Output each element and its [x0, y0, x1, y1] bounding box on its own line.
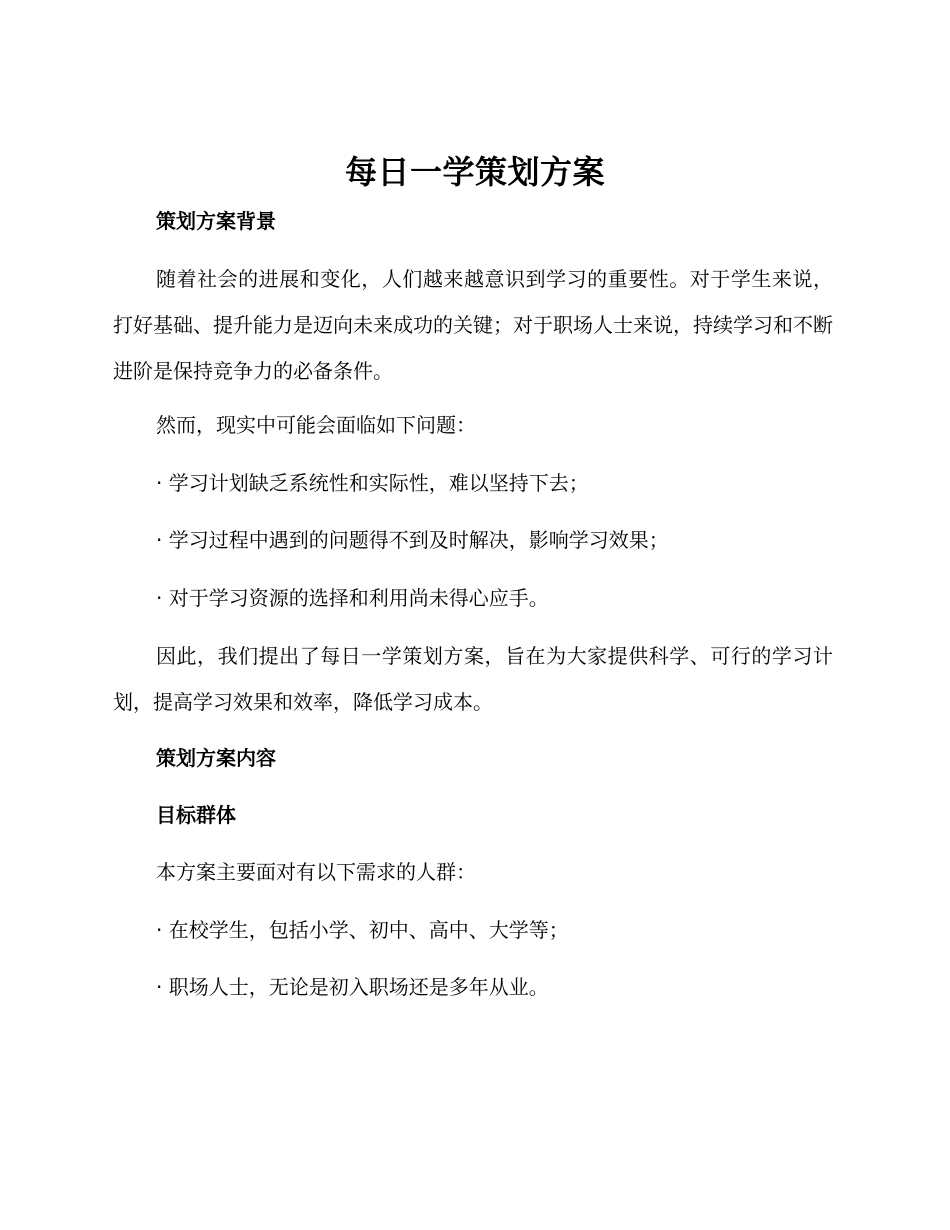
bullet-item-resources: · 对于学习资源的选择和利用尚未得心应手。	[156, 586, 549, 610]
paragraph-problems-intro: 然而，现实中可能会面临如下问题：	[156, 413, 476, 437]
bullet-item-plan: · 学习计划缺乏系统性和实际性，难以坚持下去；	[156, 471, 589, 495]
paragraph-target-intro: 本方案主要面对有以下需求的人群：	[156, 860, 476, 884]
section-heading-target-group: 目标群体	[156, 803, 236, 827]
paragraph-therefore: 因此，我们提出了每日一学策划方案，旨在为大家提供科学、可行的学习计划，提高学习效果和效率，降低学习成本。	[113, 644, 833, 714]
bullet-item-students: · 在校学生，包括小学、初中、高中、大学等；	[156, 918, 569, 942]
document-title: 每日一学策划方案	[344, 153, 605, 191]
bullet-item-problems: · 学习过程中遇到的问题得不到及时解决，影响学习效果；	[156, 528, 669, 552]
paragraph-background: 随着社会的进展和变化，人们越来越意识到学习的重要性。对于学生来说，打好基础、提升能力是迈向未来成功的关键；对于职场人士来说，持续学习和不断进阶是保持竞争力的必备条件。	[113, 267, 833, 383]
section-heading-content: 策划方案内容	[156, 746, 276, 770]
section-heading-background: 策划方案背景	[156, 209, 276, 233]
bullet-item-professionals: · 职场人士，无论是初入职场还是多年从业。	[156, 975, 549, 999]
